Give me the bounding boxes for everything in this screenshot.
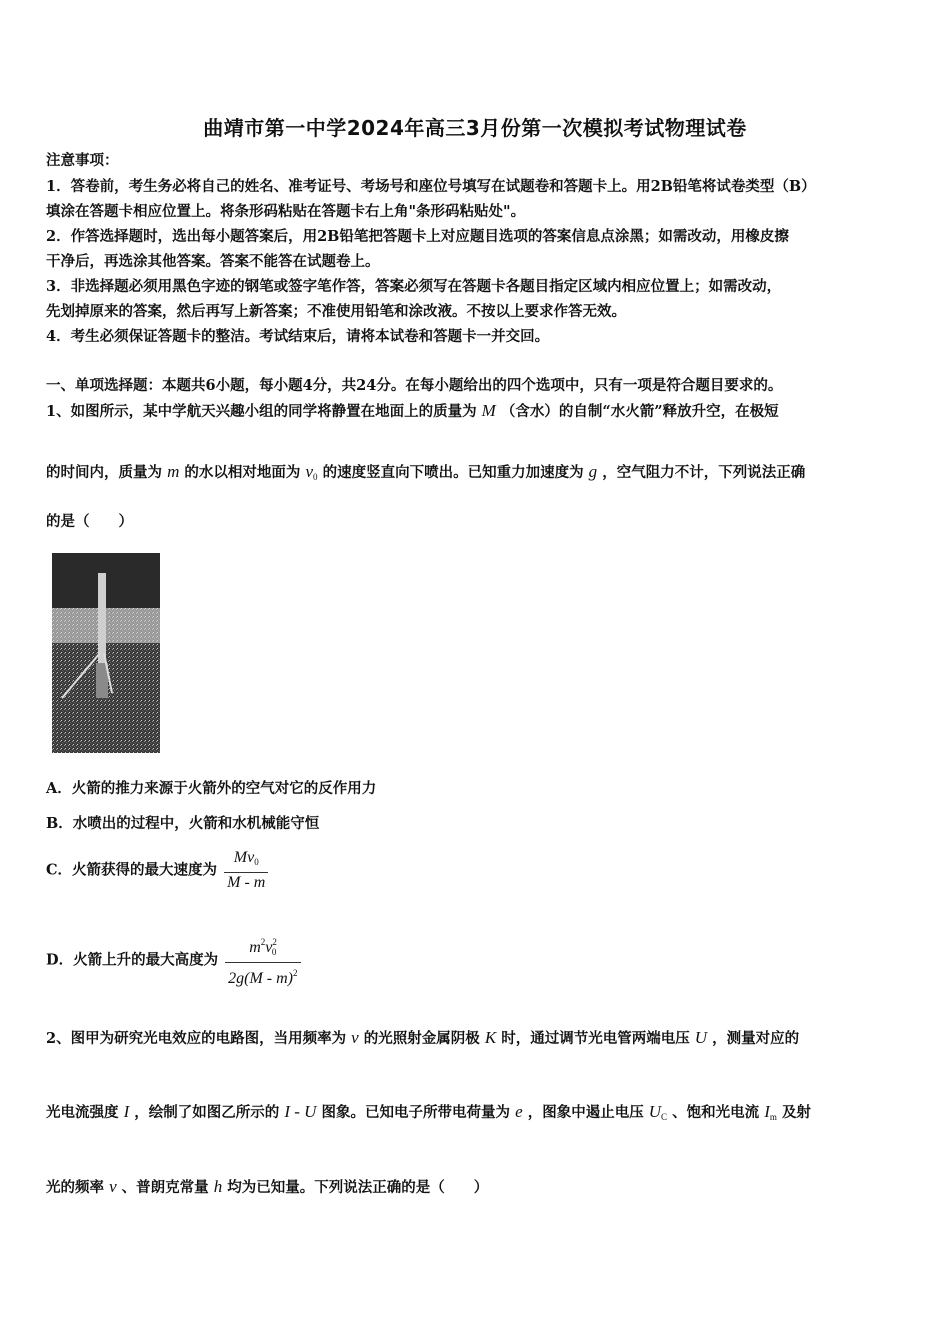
var-M: M	[481, 401, 496, 420]
fraction-max-height: $\frac{m^2v^2_0}{2g(M - m)^2}$	[225, 932, 300, 989]
var-nu-2: v	[109, 1177, 117, 1196]
q1-option-b: B．水喷出的过程中，火箭和水机械能守恒	[46, 815, 320, 832]
q1-option-a: A．火箭的推力来源于火箭外的空气对它的反作用力	[46, 780, 377, 797]
var-I: I	[123, 1102, 130, 1121]
notice-heading: 注意事项：	[46, 152, 119, 169]
q1-line-2: 的时间内，质量为 m 的水以相对地面为 $v_0$ 的速度竖直向下喷出。已知重力加速度为 g ，空气阻力不计，下列说法正确	[46, 462, 806, 482]
q2-line-1: 2、图甲为研究光电效应的电路图，当用频率为 v 的光照射金属阴极 K 时，通过调节光电管两端电压 U ，测量对应的	[46, 1028, 800, 1047]
q1-option-c: C．火箭获得的最大速度为 $\frac{Mv_0}{M - m}$	[46, 848, 268, 893]
notice-line: 先划掉原来的答案，然后再写上新答案；不准使用铅笔和涂改液。不按以上要求作答无效。	[46, 303, 626, 320]
var-m: m	[167, 462, 180, 481]
var-nu: v	[351, 1028, 359, 1047]
var-U: U	[694, 1028, 708, 1047]
page-title: 曲靖市第一中学2024年高三3月份第一次模拟考试物理试卷	[203, 116, 747, 140]
notice-line: 3．非选择题必须用黑色字迹的钢笔或签字笔作答，答案必须写在答题卡各题目指定区域内相应位置上；如需改动，	[46, 278, 782, 295]
q1-line-3: 的是（ ）	[46, 513, 133, 530]
var-I-U: I - U	[284, 1102, 317, 1121]
notice-line: 填涂在答题卡相应位置上。将条形码粘贴在答题卡右上角"条形码粘贴处"。	[46, 203, 526, 220]
q2-line-2: 光电流强度 I ，绘制了如图乙所示的 I - U 图象。已知电子所带电荷量为 e ，图象中遏止电压 $U_C$ 、饱和光电流 $I_m$ 及射	[46, 1102, 811, 1122]
q2-line-3: 光的频率 v 、普朗克常量 h 均为已知量。下列说法正确的是（ ）	[46, 1177, 489, 1196]
var-h: h	[213, 1177, 223, 1196]
var-Uc: $U_C$	[648, 1102, 668, 1122]
var-K: K	[484, 1028, 497, 1047]
var-e: e	[515, 1102, 523, 1121]
notice-line: 4．考生必须保证答题卡的整洁。考试结束后，请将本试卷和答题卡一并交回。	[46, 328, 550, 345]
section-heading: 一、单项选择题：本题共6小题，每小题4分，共24分。在每小题给出的四个选项中，只有一项是符合题目要求的。	[46, 377, 783, 394]
var-Im: $I_m$	[764, 1102, 777, 1122]
var-v0: $v_0$	[305, 462, 318, 482]
notice-line: 干净后，再选涂其他答案。答案不能答在试题卷上。	[46, 253, 380, 270]
fraction-max-speed: $\frac{Mv_0}{M - m}$	[224, 848, 268, 893]
notice-line: 1．答卷前，考生务必将自己的姓名、准考证号、考场号和座位号填写在试题卷和答题卡上。用2B铅笔将试卷类型（B）	[46, 178, 816, 195]
water-rocket-photo	[52, 553, 160, 753]
var-g: g	[588, 462, 598, 481]
notice-line: 2．作答选择题时，选出每小题答案后，用2B铅笔把答题卡上对应题目选项的答案信息点涂黑；如需改动，用橡皮擦	[46, 228, 789, 245]
q1-line-1: 1、如图所示，某中学航天兴趣小组的同学将静置在地面上的质量为 M （含水）的自制“水火箭”释放升空，在极短	[46, 401, 779, 420]
q1-option-d: D．火箭上升的最大高度为 $\frac{m^2v^2_0}{2g(M - m)^2}$	[46, 932, 301, 989]
